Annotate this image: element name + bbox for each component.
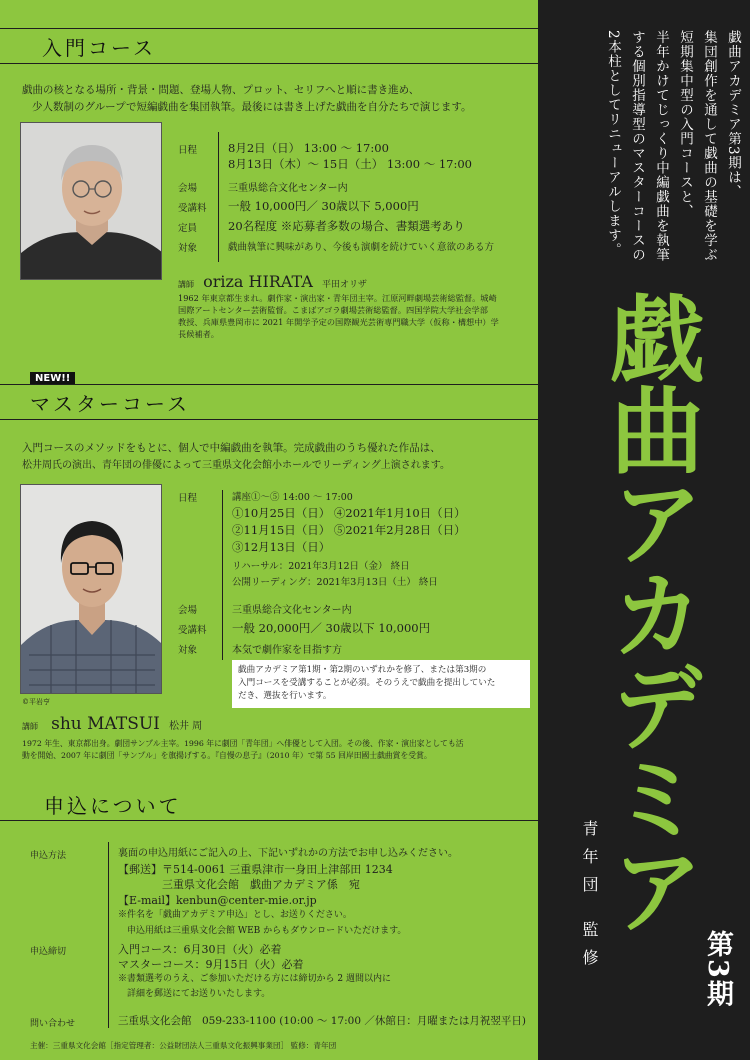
lecturer-photo-hirata	[20, 122, 162, 280]
lecturer-photo-matsui	[20, 484, 162, 694]
apply-label-contact: 問い合わせ	[30, 1019, 76, 1029]
apply-header-rule	[0, 820, 538, 821]
lecturer-bio-matsui	[22, 738, 534, 762]
bio-line: 国際アートセンター芸術監督。こまばアゴラ劇場芸術総監督。四国学院大学社会学部	[178, 305, 488, 315]
lecturer-name-en: shu MATSUI	[51, 714, 160, 734]
nyumon-label-capacity: 定員	[178, 223, 198, 234]
nyumon-info-divider	[218, 132, 219, 262]
apply-method-line: 【郵送】〒514-0061 三重県津市一身田上津部田 1234	[118, 862, 393, 876]
portrait-hirata-image	[21, 123, 162, 280]
apply-method-line: 裏面の申込用紙にご記入の上、下記いずれかの方法でお申し込みください。	[118, 848, 458, 859]
apply-divider	[108, 842, 109, 1028]
deadline-line: 入門コース：6月30日（火）必着	[118, 943, 282, 956]
bio-line: 長候補者。	[178, 329, 219, 339]
nyumon-label-target: 対象	[178, 243, 198, 254]
master-label-venue: 会場	[178, 605, 198, 616]
lead-col: 戯曲アカデミア第3期は、	[725, 30, 741, 200]
nyumon-label-venue: 会場	[178, 183, 198, 194]
lecturer-name-en: oriza HIRATA	[203, 272, 313, 291]
master-schedule-line: ②11月15日（日） ⑤2021年2月28日（日）	[232, 523, 466, 537]
section-title-apply: 申込について	[44, 794, 182, 818]
master-schedule-line: 公開リーディング：2021年3月13日（土） 終日	[232, 577, 438, 588]
master-label-fee: 受講料	[178, 625, 207, 636]
apply-label-deadline: 申込締切	[30, 947, 67, 957]
section-title-nyumon: 入門コース	[42, 36, 156, 60]
nyumon-fee: 一般 10,000円／ 30歳以下 5,000円	[228, 199, 419, 213]
edition-label: 第3期	[702, 930, 733, 1009]
master-intro-line: 入門コースのメソッドをもとに、個人で中編戯曲を執筆。完成戯曲のうち優れた作品は、	[22, 442, 441, 454]
new-badge: NEW!!	[30, 372, 75, 385]
master-label-date: 日程	[178, 493, 198, 504]
photo-credit: ©平岩亨	[22, 698, 50, 706]
master-info-divider	[222, 490, 223, 660]
bio-line: 1962 年東京都生まれ。劇作家・演出家・青年団主宰。江原河畔劇場芸術総監督。城崎	[178, 293, 497, 303]
portrait-matsui-image	[21, 485, 162, 694]
lead-col: 集団創作を通して戯曲の基礎を学ぶ	[701, 30, 717, 262]
section-title-master: マスターコース	[30, 392, 190, 416]
apply-contact: 三重県文化会館 059-233-1100 (10:00 ～ 17:00 ／休館日：月曜または月祝翌平日)	[118, 1015, 526, 1027]
bio-line: 動を開始、2007 年に劇団「サンプル」を旗揚げする。『自慢の息子』（2010 年）で第 55 回岸田國士戯曲賞を受賞。	[22, 751, 432, 760]
note-line: 入門コースを受講することが必須。そのうえで戯曲を提出していた	[238, 678, 496, 688]
apply-method-line: ※件名を「戯曲アカデミア申込」とし、お送りください。	[118, 910, 352, 920]
nyumon-intro-line: 少人数制のグループで短編戯曲を集団執筆。最後には書き上げた戯曲を自分たちで演じます。	[32, 101, 472, 113]
master-venue: 三重県総合文化センター内	[232, 605, 352, 616]
note-line: だき、選抜を行います。	[238, 691, 332, 701]
nyumon-date-line2: 8月13日（木）～ 15日（土） 13:00 ～ 17:00	[228, 157, 472, 171]
master-fee: 一般 20,000円／ 30歳以下 10,000円	[232, 621, 431, 635]
lecturer-name-ja: 平田オリザ	[322, 280, 367, 290]
nyumon-intro-line: 戯曲の核となる場所・背景・問題、登場人物、プロット、セリフへと順に書き進め、	[22, 84, 420, 96]
footer-organizer: 主催：三重県文化会館［指定管理者：公益財団法人三重県文化振興事業団］ 監修：青年団	[30, 1041, 337, 1050]
deadline-line: ※書類選考のうえ、ご参加いただける方には締切から 2 週間以内に	[118, 974, 391, 984]
lead-col: 半年かけてじっくり中編戯曲を執筆	[653, 30, 669, 262]
master-schedule-line: 講座①～⑤ 14:00 ～ 17:00	[232, 492, 353, 503]
bio-line: 1972 年生、東京都出身。劇団サンプル主宰。1996 年に劇団「青年団」へ俳優として入団。その後、作家・演出家としても活	[22, 739, 464, 748]
apply-method-line: 申込用紙は三重県文化会館 WEB からもダウンロードいただけます。	[118, 925, 407, 936]
lecturer-role: 講師	[178, 280, 194, 289]
lecturer-name-ja: 松井 周	[169, 721, 203, 732]
nyumon-intro	[22, 82, 522, 116]
lead-col: する個別指導型のマスターコースの	[629, 30, 645, 262]
master-schedule-line: ①10月25日（日） ④2021年1月10日（日）	[232, 506, 466, 520]
nyumon-target: 戯曲執筆に興味があり、今後も演劇を続けていく意欲のある方	[228, 242, 495, 253]
master-intro	[22, 440, 532, 474]
lead-col: 短期集中型の入門コースと、	[677, 30, 693, 219]
master-schedule-line: ③12月13日（日）	[232, 540, 331, 554]
nyumon-venue: 三重県総合文化センター内	[228, 183, 348, 194]
note-line: 戯曲アカデミア第1期・第2期のいずれかを修了、または第3期の	[238, 665, 487, 675]
main-title: 戯曲アカデミア	[594, 290, 704, 934]
apply-label-method: 申込方法	[30, 851, 67, 861]
apply-method	[118, 846, 458, 939]
nyumon-label-fee: 受講料	[178, 203, 207, 214]
nyumon-capacity: 20名程度 ※応募者多数の場合、書類選考あり	[228, 219, 465, 233]
master-target: 本気で劇作家を目指す方	[232, 645, 342, 656]
nyumon-date-line1: 8月2日（日） 13:00 ～ 17:00	[228, 141, 389, 155]
lead-col: 2本柱としてリニューアルします。	[605, 30, 621, 258]
apply-email: 【E-mail】kenbun@center-mie.or.jp	[118, 893, 317, 907]
master-note-box	[232, 660, 530, 708]
supervise-label: 青年団 監修	[580, 820, 599, 978]
lecturer-matsui	[22, 714, 202, 734]
deadline-line: マスターコース：9月15日（火）必着	[118, 958, 304, 971]
deadline-line: 詳細を郵送にてお送りいたします。	[118, 989, 271, 999]
lecturer-role: 講師	[22, 722, 38, 731]
master-intro-line: 松井周氏の演出、青年団の俳優によって三重県文化会館小ホールでリーディング上演されます。	[22, 460, 450, 471]
apply-method-line: 三重県文化会館 戯曲アカデミア係 宛	[118, 878, 360, 891]
master-schedule-line: リハーサル：2021年3月12日（金） 終日	[232, 561, 410, 572]
apply-deadline	[118, 942, 391, 1002]
lecturer-hirata	[178, 272, 367, 291]
lecturer-bio-hirata	[178, 292, 533, 340]
title-panel	[538, 0, 750, 1060]
nyumon-label-date: 日程	[178, 145, 198, 156]
master-label-target: 対象	[178, 645, 198, 656]
bio-line: 教授、兵庫県豊岡市に 2021 年開学予定の国際観光芸術専門職大学（仮称・構想中）学	[178, 317, 499, 327]
